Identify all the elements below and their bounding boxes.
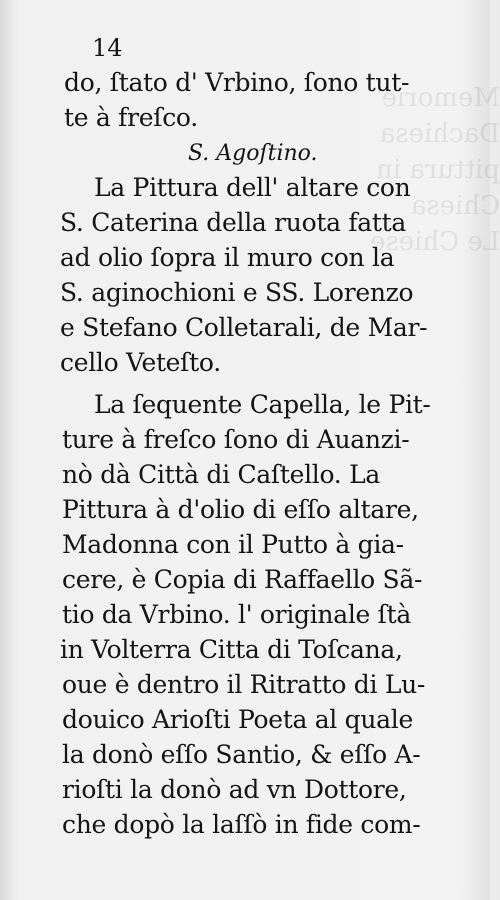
text-line: S. aginochioni e SS. Lorenzo xyxy=(60,278,414,307)
text-line: in Volterra Citta di Toſcana, xyxy=(60,635,403,664)
text-line: oue è dentro il Ritratto di Lu- xyxy=(62,670,426,699)
bleed-line: Dachiesa xyxy=(379,119,500,149)
section-heading: S. Agoſtino. xyxy=(188,141,318,166)
text-line: ad olio ſopra il muro con la xyxy=(60,243,395,272)
text-line: rioſti la donò ad vn Dottore, xyxy=(62,775,407,804)
text-line: La ſequente Capella, le Pit- xyxy=(94,390,431,419)
text-line: tio da Vrbino. l' originale ſtà xyxy=(62,600,411,629)
bleed-line: Le Chiese xyxy=(370,227,500,257)
text-line: do, ſtato d' Vrbino, ſono tut- xyxy=(64,68,410,97)
text-line: nò dà Città di Caſtello. La xyxy=(62,460,380,489)
text-line: La Pittura dell' altare con xyxy=(94,173,411,202)
text-line: e Stefano Colletarali, de Mar- xyxy=(60,313,428,342)
text-line: te à freſco. xyxy=(64,103,198,132)
text-line: S. Caterina della ruota fatta xyxy=(60,208,407,237)
text-line: douico Arioſti Poeta al quale xyxy=(62,705,413,734)
text-line: ture à freſco ſono di Auanzi- xyxy=(62,425,410,454)
bleed-line: pittura in xyxy=(376,155,500,185)
bleed-line: Memorie xyxy=(381,83,500,113)
text-line: Pittura à d'olio di eſſo altare, xyxy=(62,495,419,524)
text-line: cello Veteſto. xyxy=(60,348,221,377)
text-line: che dopò la laſſò in fide com- xyxy=(62,810,421,839)
text-line: la donò eſſo Santio, & eſſo A- xyxy=(62,740,421,769)
page-number: 14 xyxy=(92,34,123,62)
text-line: Madonna con il Putto à gia- xyxy=(62,530,404,559)
text-line: cere, è Copia di Raffaello Sã- xyxy=(62,565,423,594)
bleed-line: Chiesa xyxy=(410,191,500,221)
